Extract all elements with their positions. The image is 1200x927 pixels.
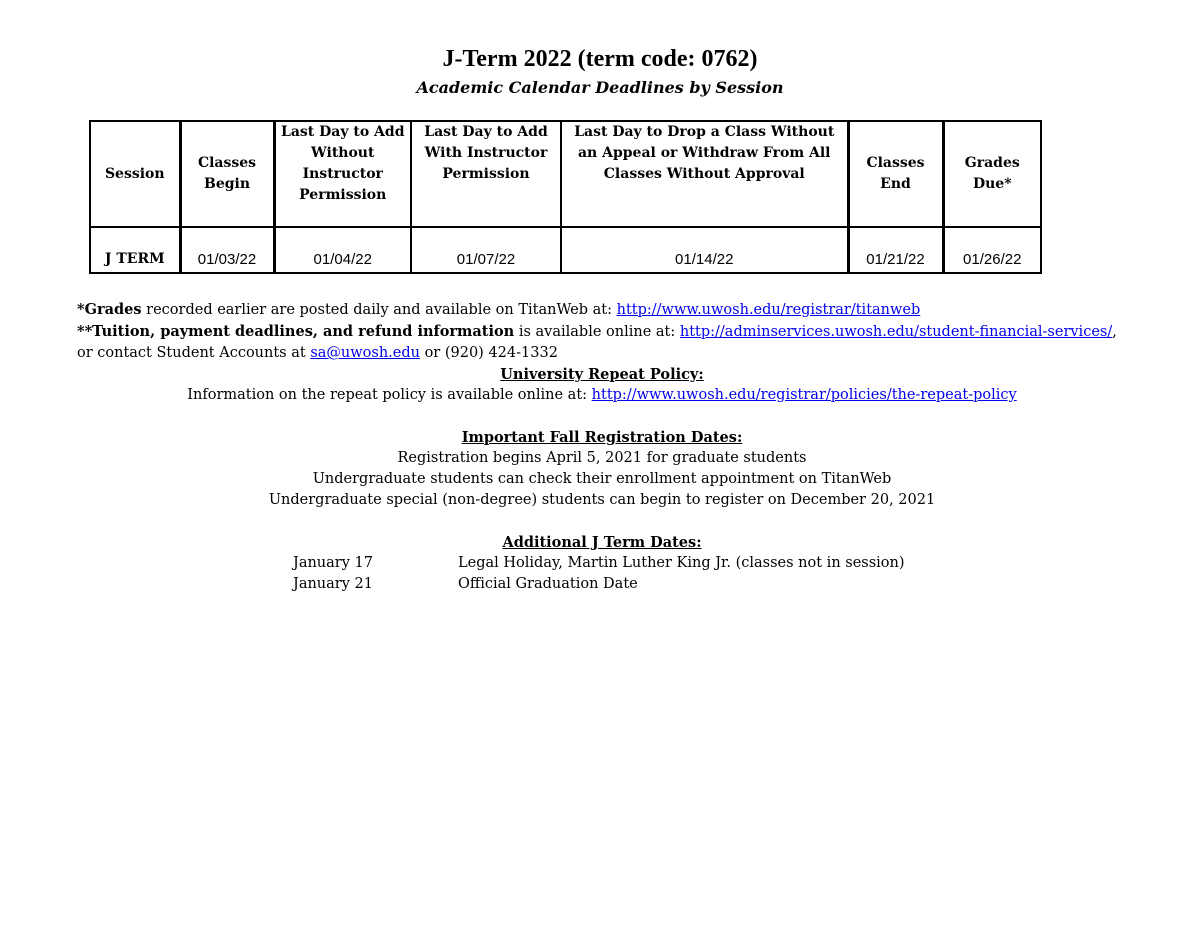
header-classes-begin: Classes Begin: [180, 121, 274, 227]
additional-date-desc: Legal Holiday, Martin Luther King Jr. (classes not in session): [458, 555, 905, 571]
registration-line: Undergraduate students can check their enrollment appointment on TitanWeb: [312, 471, 892, 487]
list-item: [293, 574, 905, 595]
header-add-with-permission: Last Day to Add With Instructor Permission: [411, 121, 561, 227]
grades-note: *Grades recorded earlier are posted daily and available on TitanWeb at: http://www.uwosh.edu/registrar/titanweb: [77, 301, 921, 318]
registration-line: Registration begins April 5, 2021 for graduate students: [397, 450, 807, 466]
titanweb-link[interactable]: http://www.uwosh.edu/registrar/titanweb: [616, 302, 921, 318]
cell-add-without-permission: 01/04/22: [274, 227, 411, 273]
header-drop-withdraw: Last Day to Drop a Class Without an Appeal or Withdraw From All Classes Without Approval: [561, 121, 848, 227]
tuition-note: **Tuition, payment deadlines, and refund information is available online at: http://adminservices.uwosh.edu/student-financial-services/, or contact Student Accounts at sa@uwosh.edu or (920) 424-1332: [77, 323, 1117, 361]
additional-dates-heading: Additional J Term Dates:: [502, 534, 702, 551]
deadlines-table: [89, 120, 1042, 274]
additional-date: January 17: [293, 555, 373, 571]
repeat-policy-text: Information on the repeat policy is available online at: http://www.uwosh.edu/registrar/policies/the-repeat-policy: [187, 387, 1017, 403]
table-row: [90, 227, 1041, 273]
page-subtitle: Academic Calendar Deadlines by Session: [416, 78, 784, 97]
financial-services-link[interactable]: http://adminservices.uwosh.edu/student-financial-services/: [679, 324, 1113, 340]
additional-date: January 21: [293, 576, 373, 592]
repeat-policy-link[interactable]: http://www.uwosh.edu/registrar/policies/the-repeat-policy: [591, 387, 1017, 403]
cell-session: J TERM: [90, 227, 180, 273]
header-classes-end: Classes End: [848, 121, 943, 227]
header-add-without-permission: Last Day to Add Without Instructor Permission: [274, 121, 411, 227]
cell-classes-begin: 01/03/22: [180, 227, 274, 273]
header-session: Session: [90, 121, 180, 227]
cell-add-with-permission: 01/07/22: [411, 227, 561, 273]
list-item: [293, 553, 905, 574]
registration-heading: Important Fall Registration Dates:: [461, 429, 743, 446]
cell-grades-due: 01/26/22: [943, 227, 1041, 273]
cell-drop-withdraw: 01/14/22: [561, 227, 848, 273]
student-accounts-email-link[interactable]: sa@uwosh.edu: [310, 345, 420, 361]
registration-line: Undergraduate special (non-degree) students can begin to register on December 20, 2021: [268, 492, 936, 508]
additional-date-desc: Official Graduation Date: [458, 576, 638, 592]
additional-dates-list: [293, 553, 905, 595]
header-grades-due: Grades Due*: [943, 121, 1041, 227]
notes-section: [77, 299, 1127, 595]
page-title: J-Term 2022 (term code: 0762): [442, 46, 758, 72]
repeat-policy-heading: University Repeat Policy:: [500, 366, 704, 383]
table-header-row: [90, 121, 1041, 227]
cell-classes-end: 01/21/22: [848, 227, 943, 273]
